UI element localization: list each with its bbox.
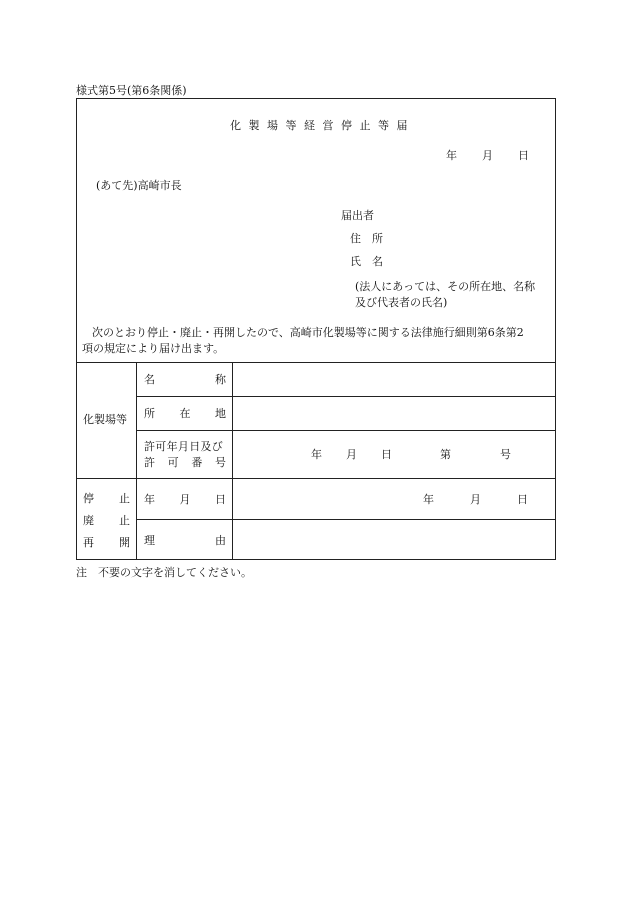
action-date-label-day: 日 <box>215 493 226 506</box>
action-resume[interactable] <box>83 537 130 548</box>
location-label-char-1: 所 <box>144 407 155 420</box>
corporate-note-1: (法人にあっては、その所在地、名称 <box>355 280 536 293</box>
action-stop-char-2: 止 <box>119 492 130 505</box>
date-day[interactable]: 日 <box>518 149 529 162</box>
action-date-label-year: 年 <box>144 493 155 506</box>
applicant-name-label: 氏 名 <box>350 255 383 268</box>
location-field[interactable] <box>233 397 555 429</box>
location-label <box>144 408 226 419</box>
location-label-char-3: 地 <box>215 407 226 420</box>
action-abolish-char-1: 廃 <box>83 514 94 527</box>
name-label-char-1: 名 <box>144 373 155 386</box>
permit-month[interactable]: 月 <box>346 448 357 461</box>
addressee: (あて先)高崎市長 <box>96 179 182 192</box>
body-text-line-1: 次のとおり停止・廃止・再開したので、高崎市化製場等に関する法律施行細則第6条第2 <box>92 326 524 339</box>
action-abolish[interactable] <box>83 515 130 526</box>
table-row-rule-3 <box>76 478 556 479</box>
applicant-label: 届出者 <box>341 209 374 222</box>
permit-day[interactable]: 日 <box>381 448 392 461</box>
permit-year[interactable]: 年 <box>311 448 322 461</box>
table-row-rule-2 <box>136 430 556 431</box>
form-title: 化製場等経営停止等届 <box>230 119 415 132</box>
action-abolish-char-2: 止 <box>119 514 130 527</box>
permit-label-line-2 <box>144 457 226 468</box>
action-stop[interactable] <box>83 493 130 504</box>
form-number: 様式第5号(第6条関係) <box>76 84 187 97</box>
table-group-label: 化製場等 <box>83 413 127 426</box>
footer-note: 注 不要の文字を消してください。 <box>76 566 252 579</box>
body-text-line-2: 項の規定により届け出ます。 <box>82 342 225 355</box>
action-date-day[interactable]: 日 <box>517 493 528 506</box>
applicant-address-label: 住 所 <box>350 232 383 245</box>
permit-number-prefix[interactable]: 第 <box>440 448 451 461</box>
action-stop-char-1: 停 <box>83 492 94 505</box>
action-date-label <box>144 494 226 505</box>
name-label <box>144 374 226 385</box>
permit-label-char-2: 可 <box>167 456 179 469</box>
name-label-char-2: 称 <box>215 373 226 386</box>
date-month[interactable]: 月 <box>482 149 493 162</box>
reason-label-char-2: 由 <box>215 534 226 547</box>
reason-field[interactable] <box>233 520 555 559</box>
action-resume-char-2: 開 <box>119 536 130 549</box>
action-date-year[interactable]: 年 <box>423 493 434 506</box>
location-label-char-2: 在 <box>179 407 191 420</box>
table-col-rule-1 <box>136 362 137 560</box>
name-field[interactable] <box>233 363 555 395</box>
action-date-month[interactable]: 月 <box>470 493 481 506</box>
action-resume-char-1: 再 <box>83 536 94 549</box>
corporate-note-2: 及び代表者の氏名) <box>355 296 448 309</box>
permit-label-char-1: 許 <box>144 456 155 469</box>
action-date-label-month: 月 <box>179 493 191 506</box>
date-year[interactable]: 年 <box>446 149 457 162</box>
permit-number-suffix[interactable]: 号 <box>500 448 511 461</box>
reason-label <box>144 535 226 546</box>
permit-label-char-4: 号 <box>214 456 226 469</box>
permit-label-char-3: 番 <box>191 456 203 469</box>
permit-label-line-1: 許可年月日及び <box>144 440 224 453</box>
reason-label-char-1: 理 <box>144 534 155 547</box>
